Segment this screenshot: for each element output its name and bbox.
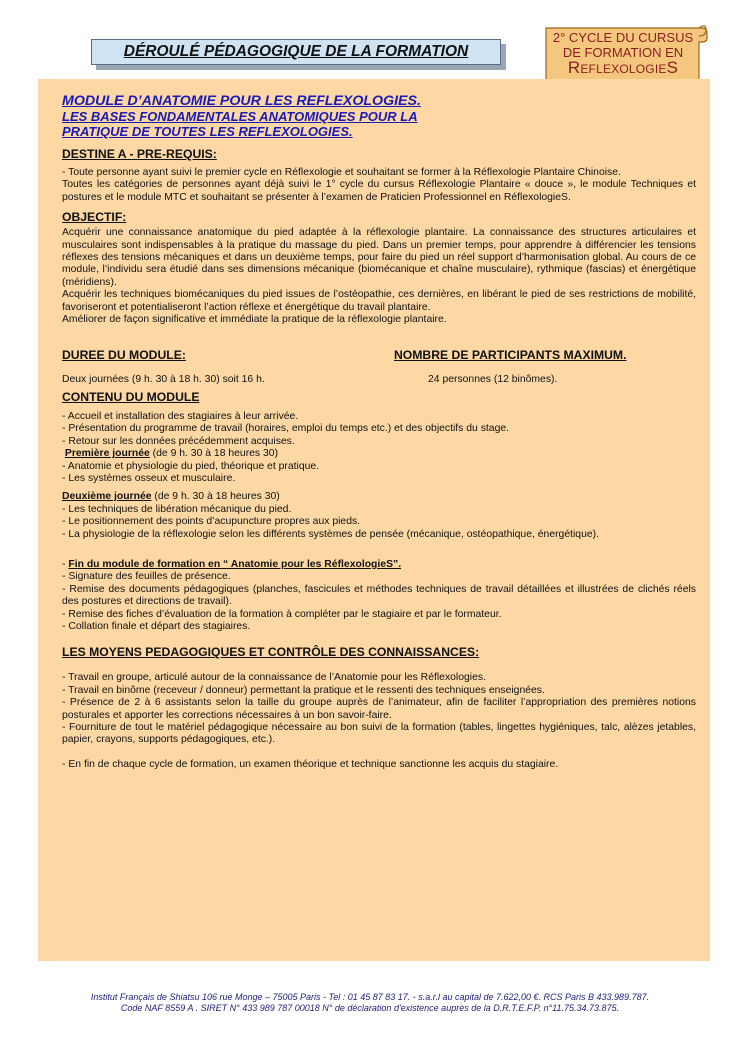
day2-item-1: - Les techniques de libération mécanique du pied. bbox=[62, 503, 292, 515]
day1-item-1: - Anatomie et physiologie du pied, théorique et pratique. bbox=[62, 460, 320, 472]
page-title: DÉROULÉ PÉDAGOGIQUE DE LA FORMATION bbox=[123, 43, 469, 60]
duree-participants-row bbox=[62, 348, 696, 386]
document-body bbox=[62, 94, 696, 771]
moyens-item-3: - Présence de 2 à 6 assistants selon la taille du groupe auprès de l’animateur, afin de faciliter l’appropriation des premières notions posturales et apporter les corrections nécessaires à un bon savoir-faire. bbox=[62, 697, 696, 721]
day1-hours: (de 9 h. 30 à 18 heures 30) bbox=[149, 448, 279, 460]
participants-value: 24 personnes (12 binômes). bbox=[428, 374, 558, 386]
destine-heading: DESTINE A - PRE-REQUIS: bbox=[62, 147, 217, 161]
destine-text-2: Toutes les catégories de personnes ayant déjà suivi le 1° cycle du cursus Réflexologie Plantaire « douce », le module Techniques et postures et le module MTC et souhaitant se présenter à l’examen de Praticien Professionnel en RéflexologieS. bbox=[62, 179, 696, 203]
destine-text-1: - Toute personne ayant suivi le premier cycle en Réflexologie et souhaitant se former à la Réflexologie Plantaire Chinoise. bbox=[62, 167, 621, 178]
moyens-item-4: - Fourniture de tout le matériel pédagogique nécessaire au bon suivi de la formation (tables, lingettes hygiéniques, talc, alèzes jetables, papier, crayons, supports pédagogiques, etc.). bbox=[62, 722, 696, 746]
participants-heading: NOMBRE DE PARTICIPANTS MAXIMUM. bbox=[394, 348, 627, 363]
duree-heading: DUREE DU MODULE: bbox=[62, 348, 186, 363]
day2-item-2: - Le positionnement des points d’acupuncture propres aux pieds. bbox=[62, 516, 361, 528]
footer-line-1: Institut Français de Shiatsu 106 rue Monge – 75005 Paris - Tel : 01 45 87 83 17. - s.a.r.l au capital de 7.622,00 €. RCS Paris B 433.989.787. bbox=[90, 992, 650, 1002]
module-subtitle-1: LES BASES FONDAMENTALES ANATOMIQUES POUR LA bbox=[62, 109, 418, 124]
module-subtitle-2: PRATIQUE DE TOUTES LES REFLEXOLOGIES. bbox=[62, 124, 353, 139]
contenu-intro-2: - Présentation du programme de travail (horaires, emploi du temps etc.) et des objectifs du stage. bbox=[62, 423, 510, 435]
moyens-item-1: - Travail en groupe, articulé autour de la connaissance de l’Anatomie pour les Réflexologies. bbox=[62, 672, 486, 684]
banner-line-1: 2° CYCLE DU CURSUS bbox=[552, 30, 694, 45]
day2-item-3: - La physiologie de la réflexologie selon les différents systèmes de pensée (mécanique, ostéopathique, énergétique). bbox=[62, 528, 599, 540]
module-title: MODULE D’ANATOMIE POUR LES REFLEXOLOGIES. bbox=[62, 93, 421, 109]
header-title-box bbox=[91, 39, 501, 65]
day2-line bbox=[62, 491, 696, 503]
day2-hours: (de 9 h. 30 à 18 heures 30) bbox=[151, 491, 280, 503]
fin-item-4: - Collation finale et départ des stagiaires. bbox=[62, 620, 251, 632]
fin-label: Fin du module de formation en “ Anatomie pour les RéflexologieS”. bbox=[68, 558, 402, 570]
fin-line bbox=[62, 559, 696, 571]
banner-line-3: ReflexologieS bbox=[567, 58, 679, 77]
fin-item-3: - Remise des fiches d’évaluation de la formation à compléter par le stagiaire et par le formateur. bbox=[62, 608, 502, 620]
fin-prefix: - bbox=[62, 558, 69, 570]
contenu-intro-1: - Accueil et installation des stagiaires à leur arrivée. bbox=[62, 410, 299, 422]
day1-label: Première journée bbox=[64, 448, 150, 460]
objectif-heading: OBJECTIF: bbox=[62, 210, 127, 225]
day2-label: Deuxième journée bbox=[62, 491, 152, 503]
moyens-exam: - En fin de chaque cycle de formation, un examen théorique et technique sanctionne les acquis du stagiaire. bbox=[62, 758, 559, 770]
fin-item-2: - Remise des documents pédagogiques (planches, fascicules et méthodes techniques de travail détaillées et illustrées de clichés réels des postures et directions de travail). bbox=[62, 583, 696, 608]
contenu-intro-3: - Retour sur les données précédemment acquises. bbox=[62, 435, 295, 447]
fin-item-1: - Signature des feuilles de présence. bbox=[62, 571, 231, 583]
duree-value: Deux journées (9 h. 30 à 18 h. 30) soit 16 h. bbox=[62, 374, 265, 386]
banner-text bbox=[544, 30, 702, 75]
moyens-heading: LES MOYENS PEDAGOGIQUES ET CONTRÔLE DES CONNAISSANCES: bbox=[62, 645, 480, 660]
objectif-text-1: Acquérir une connaissance anatomique du pied adaptée à la réflexologie plantaire. La connaissance des structures articulaires et musculaires sont indispensables à la pratique du massage du pied. Dans un premier temps, pour apprendre à différencier les tensions réflexes des tensions mécaniques et dans un deuxième temps, pour faire du pied un réel support d’harmonisation global. Au cours de ce module, l’individu sera étudié dans ses dimensions mécanique (biomécanique et chaîne musculaire), rythmique (fascias) et énergétique (méridiens). bbox=[62, 227, 696, 288]
footer bbox=[0, 992, 740, 1014]
contenu-heading: CONTENU DU MODULE bbox=[62, 389, 200, 404]
objectif-text-3: Améliorer de façon significative et immédiate la pratique de la réflexologie plantaire. bbox=[62, 314, 447, 326]
day1-item-2: - Les systèmes osseux et musculaire. bbox=[62, 472, 236, 484]
moyens-item-2: - Travail en binôme (receveur / donneur) permettant la pratique et le ressenti des techniques enseignées. bbox=[62, 684, 545, 696]
footer-line-2: Code NAF 8559 A . SIRET N° 433 989 787 00018 N° de déclaration d'existence auprès de la D.R.T.E.F.P. n°11.75.34.73.875. bbox=[120, 1003, 620, 1013]
day1-line bbox=[62, 448, 696, 460]
objectif-text-2: Acquérir les techniques biomécaniques du pied issues de l’ostéopathie, ces dernières, en libérant le pied de ses restrictions de mobilité, favoriseront et potentialiseront l’action réflexe et énergétique du travail plantaire. bbox=[62, 289, 696, 313]
banner-line-2: DE FORMATION EN bbox=[562, 45, 684, 60]
